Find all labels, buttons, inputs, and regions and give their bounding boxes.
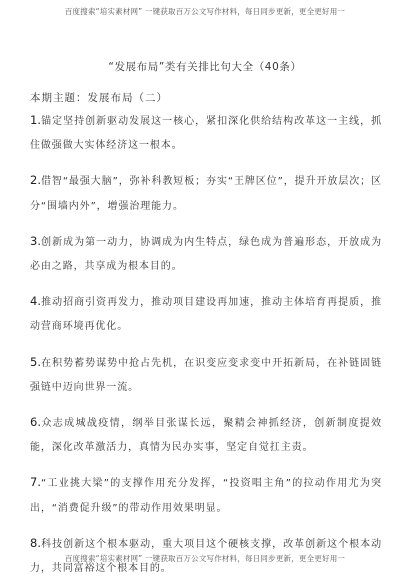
item-text: 锚定坚持创新驱动发展这一核心，紧扣深化供给结构改革这一主线，抓住做强做大实体经济这一根本。: [30, 116, 382, 152]
item-number: 8.: [30, 535, 41, 550]
list-item: [30, 410, 382, 460]
item-number: 7.: [30, 475, 41, 490]
list-item: [30, 289, 382, 339]
item-text: “工业挑大梁”的支撑作用充分发挥，“投资唱主角”的拉动作用尤为突出，“消费促升级”的带动作用效果明显。: [30, 478, 382, 514]
item-number: 1.: [30, 113, 41, 127]
footer-banner: 百度搜索“培实素材网” 一键获取百万公文写作材料，每日同步更新，更全更好用一: [64, 554, 346, 563]
item-number: 3.: [30, 233, 41, 248]
list-item: [30, 229, 382, 279]
list-item: [30, 470, 382, 520]
list-item: [30, 108, 382, 158]
document-subject: 本期主题：发展布局（二）: [30, 92, 168, 104]
item-number: 6.: [30, 415, 41, 430]
item-text: 创新成为第一动力，协调成为内生特点，绿色成为普遍形态，开放成为必由之路，共享成为根本目的。: [30, 236, 382, 273]
list-item: [30, 350, 382, 400]
item-number: 2.: [30, 173, 41, 188]
item-text: 借智“最强大脑”，弥补科教短板；夯实“王牌区位”，提升开放层次；区分“围墙内外”，增强治理能力。: [30, 176, 382, 212]
item-text: 众志成城战疫情，纲举目张谋长远，聚精会神抓经济，创新制度提效能，深化改革激活力，真情为民办实事，坚定自觉扛主责。: [30, 418, 382, 454]
item-text: 科技创新这个根本驱动，重大项目这个硬核支撑，改革创新这个根本动力，共同富裕这个根本目的。: [30, 538, 382, 575]
item-text: 推动招商引资再发力，推动项目建设再加速，推动主体培育再提质，推动营商环境再优化。: [30, 297, 382, 333]
item-number: 5.: [30, 354, 41, 369]
item-list: [30, 108, 382, 584]
document-title: “发展布局”类有关排比句大全（40条）: [108, 61, 302, 73]
list-item: [30, 168, 382, 218]
header-banner: 百度搜索“培实素材网” 一键获取百万公文写作材料，每日同步更新，更全更好用一: [64, 7, 346, 16]
item-text: 在积势蓄势谋势中抢占先机，在识变应变求变中开拓新局，在补链固链强链中迈向世界一流。: [30, 357, 382, 393]
item-number: 4.: [30, 294, 41, 309]
